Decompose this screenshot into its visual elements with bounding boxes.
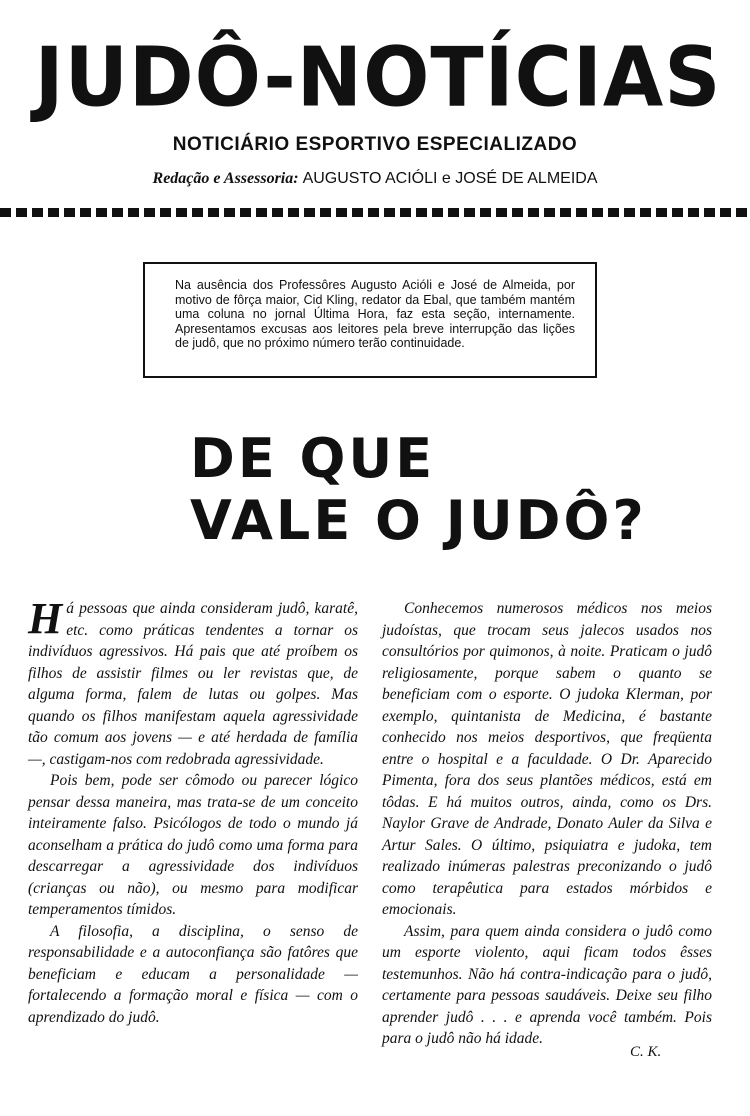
masthead-subtitle: NOTICIÁRIO ESPORTIVO ESPECIALIZADO	[172, 134, 578, 155]
masthead-credit	[0, 170, 750, 188]
credit-names: AUGUSTO ACIÓLI e JOSÉ DE ALMEIDA	[302, 170, 598, 187]
credit-label: Redação e Assessoria:	[152, 170, 299, 187]
headline-line-2: VALE O JUDÔ?	[190, 489, 647, 552]
article-column-right	[382, 598, 712, 1050]
paragraph-text: á pessoas que ainda consideram judô, karatê, etc. como práticas tendentes a tornar os indivíduos agressivos. Há pais que até proíbem os filhos de assistir filmes ou ler revistas que, de alguma forma, falem de lutas ou golpes. Mas quando os filhos manifestam aquela agressividade tão comum aos jovens — e até herdada de família —, castigam-nos com redobrada agressividade.	[28, 600, 358, 768]
notice-text: Na ausência dos Professôres Augusto Acióli e José de Almeida, por motivo de fôrça maior, Cid Kling, redator da Ebal, que também mantém uma coluna no jornal Última Hora, faz esta seção, internamente. Apresentamos excusas aos leitores pela breve interrupção das lições de judô, que no próximo número terão continuidade.	[175, 278, 575, 350]
editorial-notice-box	[143, 262, 597, 378]
paragraph: Assim, para quem ainda considera o judô como um esporte violento, aqui ficam todos êsses testemunhos. Não há contra-indicação para o judô, certamente para pessoas saudáveis. Deixe seu filho aprender judô . . . e aprenda você também. Pois para o judô não há idade.	[382, 922, 712, 1047]
headline-line-1: DE QUE	[190, 427, 436, 490]
article-column-left	[28, 594, 358, 1028]
paragraph: Conhecemos numerosos médicos nos meios judoístas, que trocam seus jalecos usados nos consultórios por quimonos, à noite. Praticam o judô religiosamente, porque sabem o quanto se beneficiam com o esporte. O judoka Klerman, por exemplo, quintanista de Medicina, é bastante conhecido nos meios desportivos, que freqüenta entre o hospital e a faculdade. O Dr. Aparecido Pimenta, fora dos seus plantões médicos, está em tôdas. E há muitos outros, ainda, como os Drs. Naylor Grave de Andrade, Donato Auler da Silva e Artur Sales. O último, psiquiatra e judoka, tem realizado inúmeras palestras preconizando o judô como terapêutica para estados mórbidos e emocionais.	[382, 600, 712, 918]
paragraph: A filosofia, a disciplina, o senso de responsabilidade e a autoconfiança são fatôres que beneficiam e educam a personalidade — fortalecendo a formação moral e física — com o aprendizado do judô.	[28, 922, 358, 1026]
dashed-divider	[0, 208, 750, 217]
masthead-title: JUDÔ-NOTÍCIAS	[34, 30, 722, 126]
paragraph: Pois bem, pode ser cômodo ou parecer lógico pensar dessa maneira, mas trata-se de um conceito inteiramente falso. Psicólogos de todo o mundo já aconselham a prática do judô como uma forma para descarregar a agressividade dos indivíduos (crianças ou não), ou mesmo para modificar temperamentos tímidos.	[28, 772, 358, 918]
author-signature: C. K.	[630, 1044, 662, 1060]
article-headline	[190, 428, 730, 552]
paragraph	[28, 594, 358, 770]
drop-cap: H	[28, 594, 63, 643]
